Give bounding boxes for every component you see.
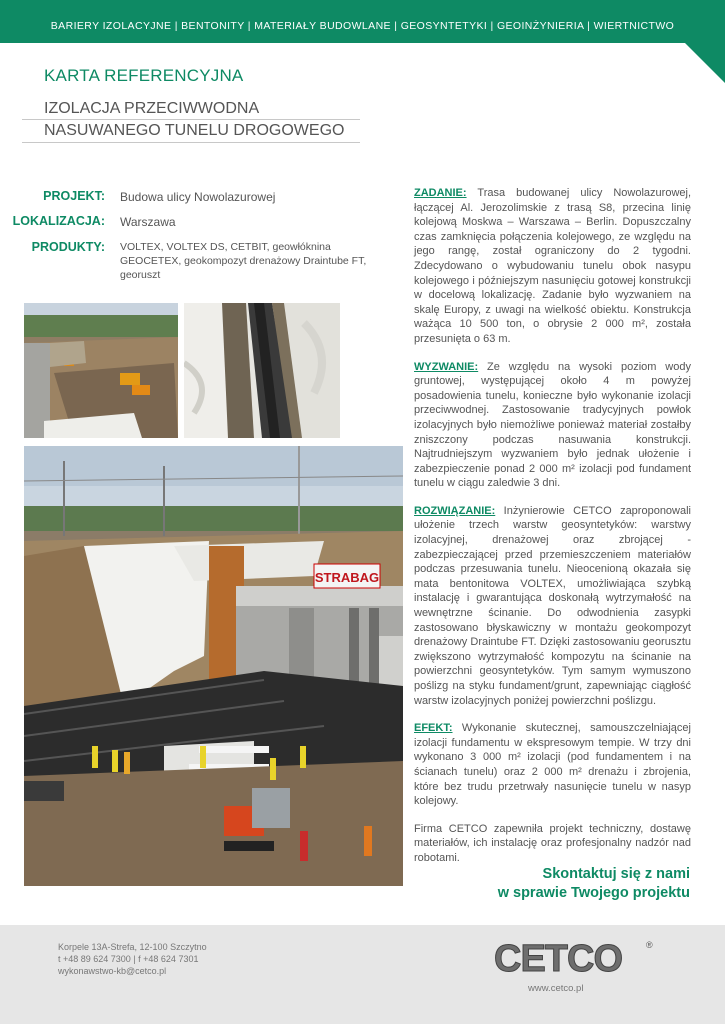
solution-heading: ROZWIĄZANIE: bbox=[414, 504, 496, 517]
effect-paragraph bbox=[414, 721, 691, 809]
products-line: georuszt bbox=[120, 269, 161, 281]
products-line: VOLTEX, VOLTEX DS, CETBIT, geowłóknina bbox=[120, 241, 331, 253]
photo-excavation bbox=[24, 303, 178, 438]
solution-paragraph bbox=[414, 504, 691, 708]
products-line: GEOCETEX, geokompozyt drenażowy Draintube FT, bbox=[120, 255, 367, 267]
top-banner bbox=[0, 0, 725, 43]
cta-line2: w sprawie Twojego projektu bbox=[497, 885, 690, 901]
corner-accent bbox=[685, 43, 725, 83]
page-subtitle-line2: NASUWANEGO TUNELU DROGOWEGO bbox=[44, 122, 345, 139]
task-heading: ZADANIE: bbox=[414, 187, 467, 199]
project-label: PROJEKT: bbox=[43, 189, 105, 203]
effect-text: Wykonanie skutecznej, samouszczelniającej izolacji fundamentu w ekspresowym tempie. W trzy dni wykonano 3 000 m² izolacji (pod fundamentem i na ścianach tunelu) oraz 2 000 m² drenażu i zbrojenia, które bez trudu przetrwały nasunięcie tunelu w nasyp kolejowy. bbox=[414, 722, 691, 808]
page-subtitle-line1: IZOLACJA PRZECIWWODNA bbox=[44, 100, 260, 117]
location-value: Warszawa bbox=[120, 215, 176, 229]
footer-address: Korpele 13A-Strefa, 12-100 Szczytno bbox=[58, 942, 207, 952]
effect-heading: EFEKT: bbox=[414, 722, 453, 735]
footer-website[interactable]: www.cetco.pl bbox=[528, 983, 584, 994]
products-label: PRODUKTY: bbox=[31, 240, 105, 254]
page-title: KARTA REFERENCYJNA bbox=[44, 66, 244, 85]
project-value: Budowa ulicy Nowolazurowej bbox=[120, 190, 276, 204]
location-label: LOKALIZACJA: bbox=[12, 214, 105, 228]
cetco-logo bbox=[470, 937, 654, 977]
footer-phone: t +48 89 624 7300 | f +48 624 7301 bbox=[58, 954, 199, 964]
challenge-heading: WYZWANIE: bbox=[414, 360, 479, 373]
cta-line1: Skontaktuj się z nami bbox=[542, 866, 690, 882]
closing-paragraph: Firma CETCO zapewniła projekt techniczny, dostawę materiałów, ich instalację oraz profesjonalny nadzór nad robotami. bbox=[414, 822, 691, 864]
logo-registered: ® bbox=[646, 940, 653, 950]
category-nav: BARIERY IZOLACYJNE | BENTONITY | MATERIAŁY BUDOWLANE | GEOSYNTETYKI | GEOINŻYNIERIA | WIERTNICTWO bbox=[50, 20, 675, 32]
photo-tunnel-construction bbox=[24, 446, 403, 886]
logo-text: CETCO bbox=[494, 938, 622, 977]
footer-email[interactable]: wykonawstwo-kb@cetco.pl bbox=[58, 966, 167, 976]
content-column bbox=[414, 186, 691, 879]
challenge-paragraph bbox=[414, 360, 691, 491]
divider bbox=[22, 119, 360, 120]
task-text: Trasa budowanej ulicy Nowolazurowej, łączącej Al. Jerozolimskie z trasą S8, przecina linię kolejową Moskwa – Warszawa – Berlin. Dopuszczalny czas zamknięcia połączenia kolejowego, ze względu na jego rangę, został ograniczony do 2 tygodni. Zdecydowano o wybudowaniu tunelu obok nasypu kolejowego i późniejszym nasunięciu gotowej konstrukcji w docelową lokalizację. Zadanie było wyzwaniem na skalę Europy, z uwagi na wielkość obiektu. Konstrukcja ważąca 10 500 ton, o obrysie 2 000 m², została przesunięta o 63 m. bbox=[414, 187, 692, 345]
photo-drainage-pipe bbox=[184, 303, 340, 438]
task-paragraph bbox=[414, 186, 691, 347]
products-value bbox=[120, 240, 380, 282]
strabag-sign: STRABAG bbox=[314, 570, 380, 585]
divider bbox=[22, 142, 360, 143]
challenge-text: Ze względu na wysoki poziom wody gruntowej, występującej około 4 m powyżej posadowienia tunelu, konieczne było wykonanie izolacji przeciwwodnej. Zastosowanie tradycyjnych powłok izolacyjnych było niemożliwe ponieważ materiał zostałby zniszczony podczas nasuwania konstrukcji. Najtrudniejszym wyzwaniem było jednak ułożenie i zabezpieczenie ponad 2 000 m² izolacji pod fundament tunelu w ciągu zaledwie 3 dni. bbox=[414, 360, 691, 490]
solution-text: Inżynierowie CETCO zaproponowali ułożenie trzech warstw geosyntetyków: warstwy izolacyjnej, drenażowej oraz zbrojącej - zabezpieczającej przed przemieszczeniem materiałów podczas przesuwania tunelu. Nieocenioną okazała się mata bentonitowa VOLTEX, umożliwiająca szybką instalację i gwarantująca doskonałą wytrzymałość na wewnętrzne ścinanie. Do odwodnienia zasypki zastosowano błyskawiczny w montażu geokompozyt drenażowy Draintube FT. Dzięki zastosowaniu georusztu zwiększono wytrzymałość kompozytu na ścinanie na powierzchni geosyntetyków. Tym samym wymuszono poślizg na styku fundament/grunt, zapewniając ciągłość warstw izolacyjnych poniżej powierzchni poślizgu. bbox=[414, 504, 691, 707]
